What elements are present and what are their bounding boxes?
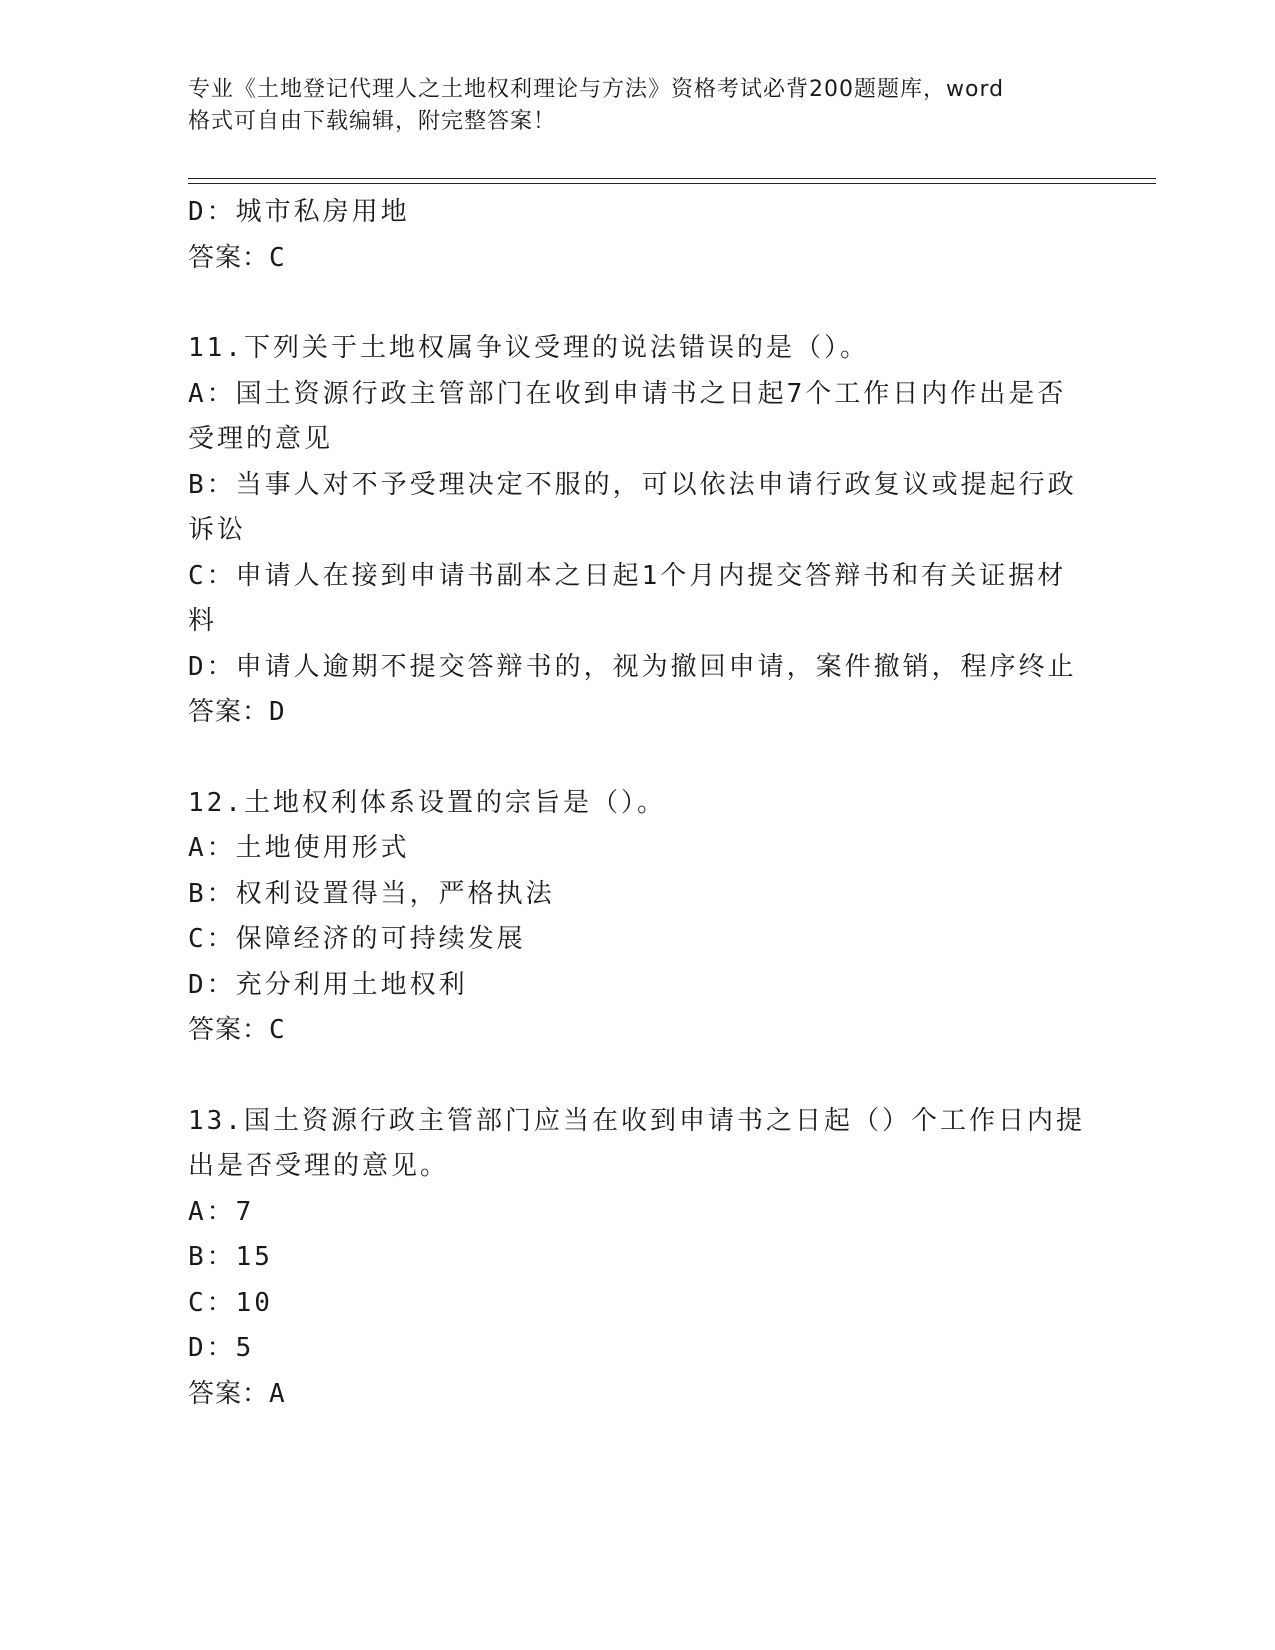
spacer xyxy=(188,736,1068,781)
q12-option-b: B：权利设置得当，严格执法 xyxy=(188,878,555,909)
q12-answer xyxy=(188,1008,1068,1054)
q12-option-a: A：土地使用形式 xyxy=(188,833,410,863)
q13-stem-line1: 13.国土资源行政主管部门应当在收到申请书之日起（）个工作日内提 xyxy=(188,1105,1085,1136)
answer-label: 答案： xyxy=(188,1015,270,1045)
answer-label: 答案： xyxy=(188,697,270,727)
answer-value: C xyxy=(269,242,286,273)
header-divider-top xyxy=(188,178,1156,179)
q11-option-c-line2: 料 xyxy=(188,606,218,636)
q13-option-b: B：15 xyxy=(188,1242,273,1272)
prev-answer xyxy=(188,236,1068,282)
spacer xyxy=(188,1054,1068,1099)
spacer xyxy=(188,281,1068,326)
q13-option-d: D：5 xyxy=(188,1333,255,1363)
q11-answer xyxy=(188,690,1068,736)
header-line-1: 专业《土地登记代理人之土地权利理论与方法》资格考试必背200题题库，word xyxy=(188,77,1005,102)
q13-option-c: C：10 xyxy=(188,1287,273,1318)
q11-option-a-line2: 受理的意见 xyxy=(188,424,334,454)
document-header xyxy=(188,74,1068,138)
answer-label: 答案： xyxy=(188,1378,270,1409)
q12-stem: 12.土地权利体系设置的宗旨是（）。 xyxy=(188,787,666,818)
q11-option-b-line2: 诉讼 xyxy=(188,515,247,545)
q12-option-d: D：充分利用土地权利 xyxy=(188,969,468,1000)
prev-option-d: D：城市私房用地 xyxy=(188,197,410,227)
q11-option-c-line1: C：申请人在接到申请书副本之日起1个月内提交答辩书和有关证据材 xyxy=(188,560,1067,591)
question-content xyxy=(188,190,1085,1417)
answer-label: 答案： xyxy=(188,242,270,273)
q11-stem: 11.下列关于土地权属争议受理的说法错误的是（）。 xyxy=(188,333,869,363)
q12-option-c: C：保障经济的可持续发展 xyxy=(188,924,526,954)
q13-option-a: A：7 xyxy=(188,1196,255,1227)
q11-option-a-line1: A：国土资源行政主管部门在收到申请书之日起7个工作日内作出是否 xyxy=(188,378,1067,409)
answer-value: D xyxy=(269,697,286,727)
header-line-2: 格式可自由下载编辑，附完整答案！ xyxy=(188,109,557,134)
q13-answer xyxy=(188,1372,1068,1418)
q11-option-b-line1: B：当事人对不予受理决定不服的，可以依法申请行政复议或提起行政 xyxy=(188,469,1077,500)
header-divider-bottom xyxy=(188,183,1156,184)
answer-value: A xyxy=(269,1378,286,1409)
answer-value: C xyxy=(269,1015,286,1045)
q11-option-d: D：申请人逾期不提交答辩书的，视为撤回申请，案件撤销，程序终止 xyxy=(188,651,1077,682)
q13-stem-line2: 出是否受理的意见。 xyxy=(188,1151,450,1181)
